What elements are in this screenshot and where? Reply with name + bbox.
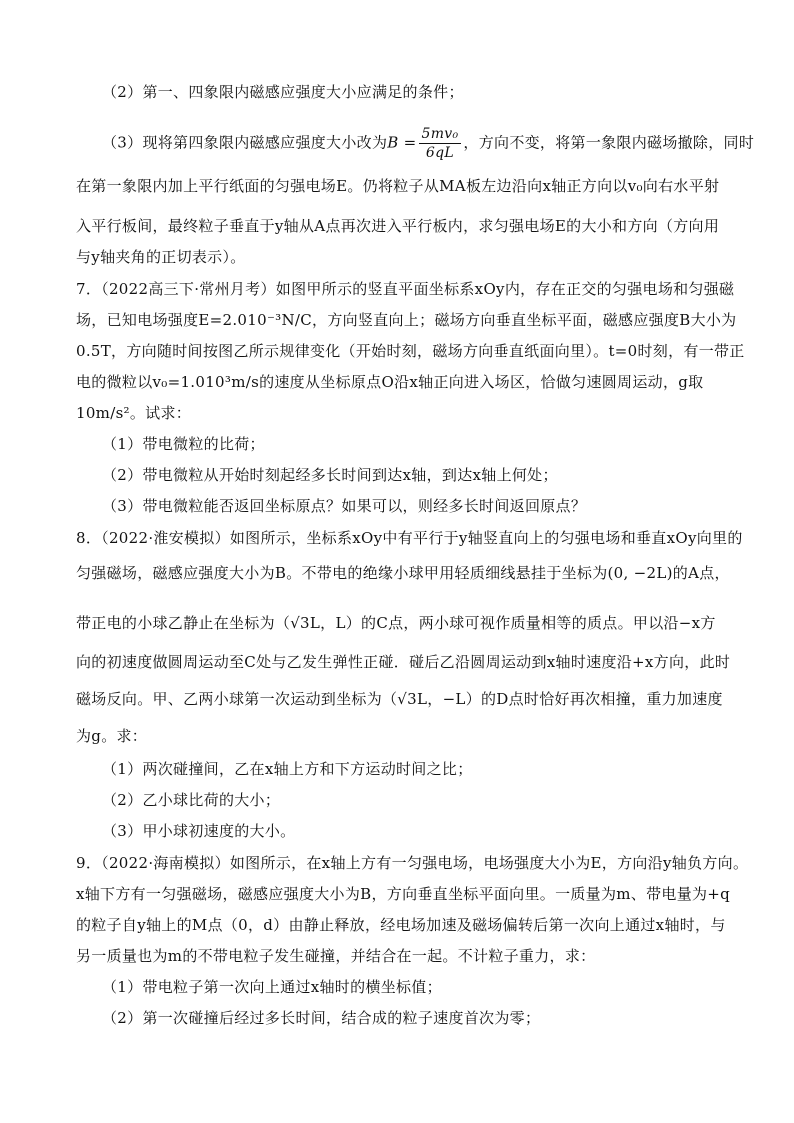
q6-part3-prefix: （3）现将第四象限内磁感应强度大小改为 [102,133,388,152]
formula-numerator: 5mv₀ [419,125,462,144]
q7-stem-line3: 0.5T，方向随时间按图乙所示规律变化（开始时刻，磁场方向垂直纸面向里）。t=0时刻，有一带正 [76,342,745,360]
q8-stem-line3: 带正电的小球乙静止在坐标为（√3L，L）的C点，两小球可视作质量相等的质点。甲以沿−x方 [76,614,716,632]
q6-part3-line4: 与y轴夹角的正切表示）。 [76,248,246,266]
q7-stem-line4: 电的微粒以v₀=1.010³m/s的速度从坐标原点O沿x轴正向进入场区，恰做匀速圆周运动，g取 [76,373,704,391]
q9-sub1: （1）带电粒子第一次向上通过x轴时的横坐标值； [102,978,442,996]
q6-part2: （2）第一、四象限内磁感应强度大小应满足的条件； [102,83,464,101]
formula-lhs: B = [387,133,417,152]
q7-sub1: （1）带电微粒的比荷； [102,435,265,453]
q8-sub2: （2）乙小球比荷的大小； [102,791,281,809]
q8-sub1: （1）两次碰撞间，乙在x轴上方和下方运动时间之比； [102,760,473,778]
q6-part3-line3: 入平行板间，最终粒子垂直于y轴从A点再次进入平行板内，求匀强电场E的大小和方向（方向用 [76,217,720,235]
q9-stem-line4: 另一质量也为m的不带电粒子发生碰撞，并结合在一起。不计粒子重力，求： [76,947,596,965]
formula-fraction [419,125,462,162]
q7-stem-line1: 7．（2022高三下·常州月考）如图甲所示的竖直平面坐标系xOy内，存在正交的匀强电场和匀强磁 [76,280,735,298]
q6-part3-line1 [76,125,754,162]
q9-stem-line2: x轴下方有一匀强磁场，磁感应强度大小为B，方向垂直坐标平面向里。一质量为m、带电量为+q [76,885,731,903]
q9-stem-line1: 9．（2022·海南模拟）如图所示，在x轴上方有一匀强电场，电场强度大小为E，方向沿y轴负方向。 [76,854,749,872]
q8-stem-line1: 8．（2022·淮安模拟）如图所示，坐标系xOy中有平行于y轴竖直向上的匀强电场和垂直xOy向里的 [76,529,743,547]
q9-sub2: （2）第一次碰撞后经过多长时间，结合成的粒子速度首次为零； [102,1009,541,1027]
q7-stem-line5: 10m/s²。试求： [76,404,192,422]
formula-denominator: 6qL [425,145,454,161]
q8-sub3: （3）甲小球初速度的大小。 [102,822,296,840]
q9-stem-line3: 的粒子自y轴上的M点（0，d）由静止释放，经电场加速及磁场偏转后第一次向上通过x轴时，与 [76,916,726,934]
q8-stem-line5: 磁场反向。甲、乙两小球第一次运动到坐标为（√3L，−L）的D点时恰好再次相撞，重力加速度 [76,690,723,708]
q7-sub2: （2）带电微粒从开始时刻起经多长时间到达x轴，到达x轴上何处； [102,466,558,484]
q8-stem-line4: 向的初速度做圆周运动至C处与乙发生弹性正碰．碰后乙沿圆周运动到x轴时速度沿+x方向，此时 [76,653,731,671]
q8-stem-line2: 匀强磁场，磁感应强度大小为B。不带电的绝缘小球甲用轻质细线悬挂于坐标为(0, −2L)的A点， [76,564,730,582]
q8-stem-line6: 为g。求： [76,727,148,745]
q7-sub3: （3）带电微粒能否返回坐标原点？如果可以，则经多长时间返回原点？ [102,497,587,515]
q6-part3-line2: 在第一象限内加上平行纸面的匀强电场E。仍将粒子从MA板左边沿向x轴正方向以v₀向右水平射 [76,177,720,195]
q7-stem-line2: 场，已知电场强度E=2.010⁻³N/C，方向竖直向上；磁场方向垂直坐标平面，磁感应强度B大小为 [76,311,737,329]
q6-part3-suffix: ，方向不变，将第一象限内磁场撤除，同时 [463,133,755,152]
